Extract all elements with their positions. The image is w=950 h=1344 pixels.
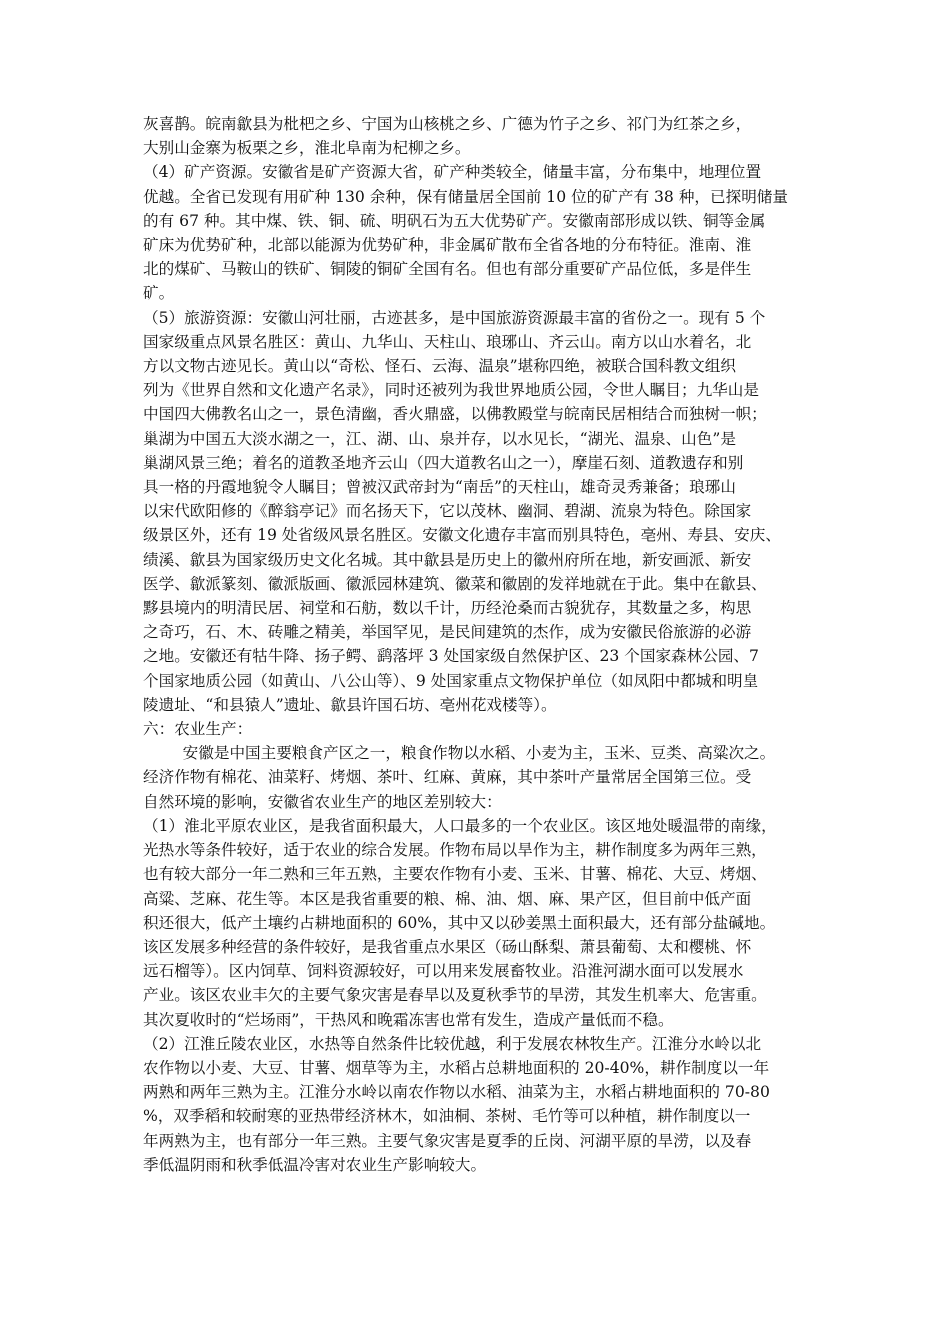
document-page (143, 112, 823, 1177)
text-line: 具一格的丹霞地貌令人瞩目；曾被汉武帝封为“南岳”的天柱山，雄奇灵秀兼备；琅琊山 (143, 478, 736, 497)
text-line: （2）江淮丘陵农业区，水热等自然条件比较优越，利于发展农林牧生产。江淮分水岭以北 (143, 1034, 762, 1053)
text-line: 年两熟为主，也有部分一年三熟。主要气象灾害是夏季的丘岗、河湖平原的旱涝，以及春 (143, 1131, 752, 1150)
text-line: 之奇巧，石、木、砖雕之精美，举国罕见，是民间建筑的杰作，成为安徽民俗旅游的必游 (143, 623, 752, 642)
text-line: 经济作物有棉花、油菜籽、烤烟、茶叶、红麻、黄麻，其中茶叶产量常居全国第三位。受 (143, 768, 752, 787)
text-line: 以宋代欧阳修的《醉翁亭记》而名扬天下，它以茂林、幽洞、碧湖、流泉为特色。除国家 (143, 502, 752, 521)
text-line: 黟县境内的明清民居、祠堂和石舫，数以千计，历经沧桑而古貌犹存，其数量之多，构思 (143, 599, 752, 618)
text-line: %，双季稻和较耐寒的亚热带经济林木，如油桐、茶树、毛竹等可以种植，耕作制度以一 (143, 1107, 751, 1126)
text-line: 该区发展多种经营的条件较好，是我省重点水果区（砀山酥梨、萧县葡萄、太和樱桃、怀 (143, 937, 752, 956)
text-line: 矿。 (143, 284, 175, 303)
text-line: 个国家地质公园（如黄山、八公山等）、9 处国家重点文物保护单位（如凤阳中都城和明皇 (143, 671, 759, 690)
text-line: 农作物以小麦、大豆、甘薯、烟草等为主，水稻占总耕地面积的 20-40%，耕作制度以一年 (143, 1058, 770, 1077)
text-line: 积还很大，低产土壤约占耕地面积的 60%，其中又以砂姜黑土面积最大，还有部分盐碱地。 (143, 913, 776, 932)
text-line: 其次夏收时的“烂场雨”，干热风和晚霜冻害也常有发生，造成产量低而不稳。 (143, 1010, 674, 1029)
text-line: 医学、歙派篆刻、徽派版画、徽派园林建筑、徽菜和徽剧的发祥地就在于此。集中在歙县、 (143, 574, 767, 593)
text-line: 方以文物古迹见长。黄山以“奇松、怪石、云海、温泉”堪称四绝，被联合国科教文组织 (143, 357, 736, 376)
text-line: 巢湖为中国五大淡水湖之一，江、湖、山、泉并存，以水见长，“湖光、温泉、山色”是 (143, 429, 736, 448)
text-line: 高粱、芝麻、花生等。本区是我省重要的粮、棉、油、烟、麻、果产区，但目前中低产面 (143, 889, 752, 908)
text-line: 两熟和两年三熟为主。江淮分水岭以南农作物以水稻、油菜为主，水稻占耕地面积的 70-80 (143, 1083, 770, 1102)
text-line: 也有较大部分一年二熟和三年五熟，主要农作物有小麦、玉米、甘薯、棉花、大豆、烤烟、 (143, 865, 767, 884)
text-line: 产业。该区农业丰欠的主要气象灾害是春旱以及夏秋季节的旱涝，其发生机率大、危害重。 (143, 986, 767, 1005)
text-line: 国家级重点风景名胜区：黄山、九华山、天柱山、琅琊山、齐云山。南方以山水着名，北 (143, 332, 752, 351)
text-line: 巢湖风景三绝；着名的道教圣地齐云山（四大道教名山之一），摩崖石刻、道教遗存和别 (143, 453, 744, 472)
text-line: 矿床为优势矿种，北部以能源为优势矿种，非金属矿散布全省各地的分布特征。淮南、淮 (143, 236, 752, 255)
text-line: 的有 67 种。其中煤、铁、铜、硫、明矾石为五大优势矿产。安徽南部形成以铁、铜等金属 (143, 211, 766, 230)
text-line: 季低温阴雨和秋季低温冷害对农业生产影响较大。 (143, 1155, 487, 1174)
text-line: （1）淮北平原农业区，是我省面积最大，人口最多的一个农业区。该区地处暖温带的南缘， (143, 816, 777, 835)
text-line: 列为《世界自然和文化遗产名录》，同时还被列为我世界地质公园，令世人瞩目；九华山是 (143, 381, 759, 400)
text-line: （4）矿产资源。安徽省是矿产资源大省，矿产种类较全，储量丰富，分布集中，地理位置 (143, 163, 762, 182)
text-line: 陵遗址、“和县猿人”遗址、歙县许国石坊、亳州花戏楼等）。 (143, 695, 557, 714)
text-line: 绩溪、歙县为国家级历史文化名城。其中歙县是历史上的徽州府所在地，新安画派、新安 (143, 550, 752, 569)
text-line: 之地。安徽还有牯牛降、扬子鳄、鹞落坪 3 处国家级自然保护区、23 个国家森林公园、7 (143, 647, 759, 666)
text-line: 级景区外，还有 19 处省级风景名胜区。安徽文化遗存丰富而别具特色，亳州、寿县、安庆、 (143, 526, 781, 545)
text-line: 北的煤矿、马鞍山的铁矿、铜陵的铜矿全国有名。但也有部分重要矿产品位低，多是伴生 (143, 260, 752, 279)
section-heading: 六：农业生产： (143, 720, 253, 739)
text-line: 安徽是中国主要粮食产区之一，粮食作物以水稻、小麦为主，玉米、豆类、高粱次之。 (143, 744, 776, 763)
text-line: （5）旅游资源：安徽山河壮丽，古迹甚多，是中国旅游资源最丰富的省份之一。现有 5 个 (143, 308, 766, 327)
text-line: 优越。全省已发现有用矿种 130 余种，保有储量居全国前 10 位的矿产有 38 种，已探明储量 (143, 187, 788, 206)
text-line: 灰喜鹊。皖南歙县为枇杷之乡、宁国为山核桃之乡、广德为竹子之乡、祁门为红茶之乡， (143, 115, 752, 133)
text-line: 光热水等条件较好，适于农业的综合发展。作物布局以旱作为主，耕作制度多为两年三熟， (143, 841, 767, 860)
text-line: 自然环境的影响，安徽省农业生产的地区差别较大： (143, 792, 502, 811)
text-line: 远石榴等）。区内饲草、饲料资源较好，可以用来发展畜牧业。沿淮河湖水面可以发展水 (143, 962, 744, 981)
text-line: 中国四大佛教名山之一，景色清幽，香火鼎盛，以佛教殿堂与皖南民居相结合而独树一帜； (143, 405, 767, 424)
text-line: 大别山金寨为板栗之乡，淮北阜南为杞柳之乡。 (143, 139, 471, 158)
